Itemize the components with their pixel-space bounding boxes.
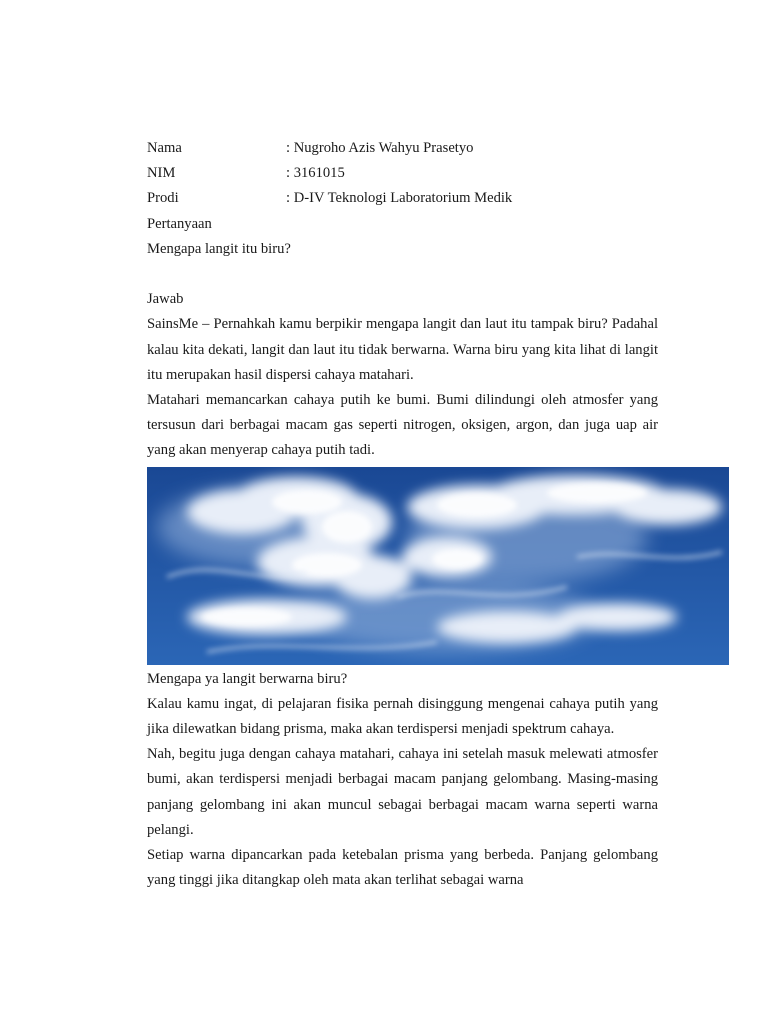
answer-heading: Jawab: [147, 291, 184, 308]
sky-clouds-photo: [147, 467, 729, 665]
answer-paragraph: Nah, begitu juga dengan cahaya matahari, cahaya ini setelah masuk melewati atmosfer bumi, akan terdispersi menjadi berbagai macam panjang gelombang. Masing-masing panjang gelombang ini akan muncul sebagai berbagai macam warna seperti warna pelangi.: [147, 746, 658, 838]
info-value: : Nugroho Azis Wahyu Prasetyo: [286, 140, 474, 156]
answer-paragraph: Matahari memancarkan cahaya putih ke bumi. Bumi dilindungi oleh atmosfer yang tersusun dari berbagai macam gas seperti nitrogen, oksigen, argon, dan juga uap air yang akan menyerap cahaya putih tadi.: [147, 391, 658, 459]
info-label: Prodi: [147, 190, 179, 207]
spacer: [147, 262, 658, 287]
question-heading: Pertanyaan: [147, 215, 212, 232]
sky-clouds-image: [147, 467, 729, 665]
info-value: : D-IV Teknologi Laboratorium Medik: [286, 190, 513, 207]
answer-subheading: Mengapa ya langit berwarna biru?: [147, 670, 348, 687]
info-value: : 3161015: [286, 165, 345, 182]
answer-paragraph: Setiap warna dipancarkan pada ketebalan prisma yang berbeda. Panjang gelombang yang tinggi jika ditangkap oleh mata akan terlihat sebagai warna: [147, 846, 658, 889]
info-row-prodi: [147, 186, 658, 211]
answer-paragraph: SainsMe – Pernahkah kamu berpikir mengapa langit dan laut itu tampak biru? Padahal kalau kita dekati, langit dan laut itu tidak berwarna. Warna biru yang kita lihat di langit itu merupakan hasil dispersi cahaya matahari.: [147, 316, 658, 383]
info-label: Nama: [147, 140, 182, 156]
info-label: NIM: [147, 165, 176, 182]
question-text: Mengapa langit itu biru?: [147, 240, 291, 257]
info-row-nama: [147, 136, 658, 161]
answer-paragraph: Kalau kamu ingat, di pelajaran fisika pernah disinggung mengenai cahaya putih yang jika dilewatkan bidang prisma, maka akan terdispersi menjadi spektrum cahaya.: [147, 695, 658, 737]
document-page: [147, 136, 658, 893]
info-row-nim: [147, 161, 658, 186]
